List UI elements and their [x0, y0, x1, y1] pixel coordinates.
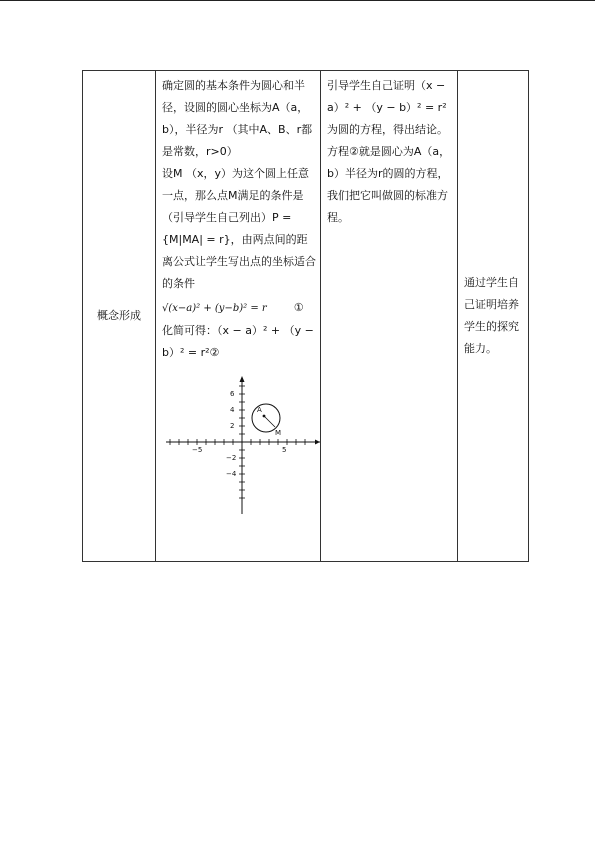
circle-graph [162, 372, 322, 517]
distance-formula: √(x−a)² + (y−b)² = r [162, 303, 267, 314]
radius-line [264, 416, 275, 427]
content-paragraph-2: 设M （x，y）为这个圆上任意一点，那么点M满足的条件是（引导学生自己列出）P = {M|MA| = r}，由两点间的距离公式让学生写出点的坐标适合的条件 [162, 167, 316, 290]
y-tick-label-neg2: −2 [226, 454, 237, 462]
x-axis-arrow [315, 440, 320, 445]
point-m-label: M [275, 429, 282, 437]
y-axis-arrow [240, 376, 245, 382]
formula-number: ① [293, 301, 304, 314]
x-tick-label-neg5: −5 [192, 446, 203, 454]
stage-label: 概念形成 [97, 309, 141, 322]
content-paragraph-3: 化简可得：（x − a）² + （y − b）² = r²② [162, 324, 314, 359]
stage-label-cell [83, 71, 156, 562]
header-rule [0, 0, 595, 1]
design-intent-cell [458, 71, 529, 562]
activity-paragraph-1: 引导学生自己证明（x − a）² + （y − b）² = r²为圆的方程，得出结论。 [327, 79, 448, 136]
teaching-content-cell [156, 71, 321, 562]
y-tick-label-neg4: −4 [226, 470, 237, 478]
point-a-label: A [257, 406, 262, 414]
x-tick-label-5: 5 [282, 446, 287, 454]
content-paragraph-1: 确定圆的基本条件为圆心和半径，设圆的圆心坐标为A（a，b），半径为r （其中A、B、r都是常数，r>0） [162, 79, 313, 158]
design-intent-text: 通过学生自己证明培养学生的探究能力。 [464, 276, 519, 355]
y-tick-label-2: 2 [230, 422, 235, 430]
y-tick-label-4: 4 [230, 406, 235, 414]
y-tick-label-6: 6 [230, 390, 235, 398]
lesson-plan-table [82, 70, 529, 562]
activity-paragraph-2: 方程②就是圆心为A（a，b）半径为r的圆的方程，我们把它叫做圆的标准方程。 [327, 145, 451, 224]
student-activity-cell [321, 71, 458, 562]
distance-formula-line [162, 295, 316, 320]
table-row [83, 71, 529, 562]
